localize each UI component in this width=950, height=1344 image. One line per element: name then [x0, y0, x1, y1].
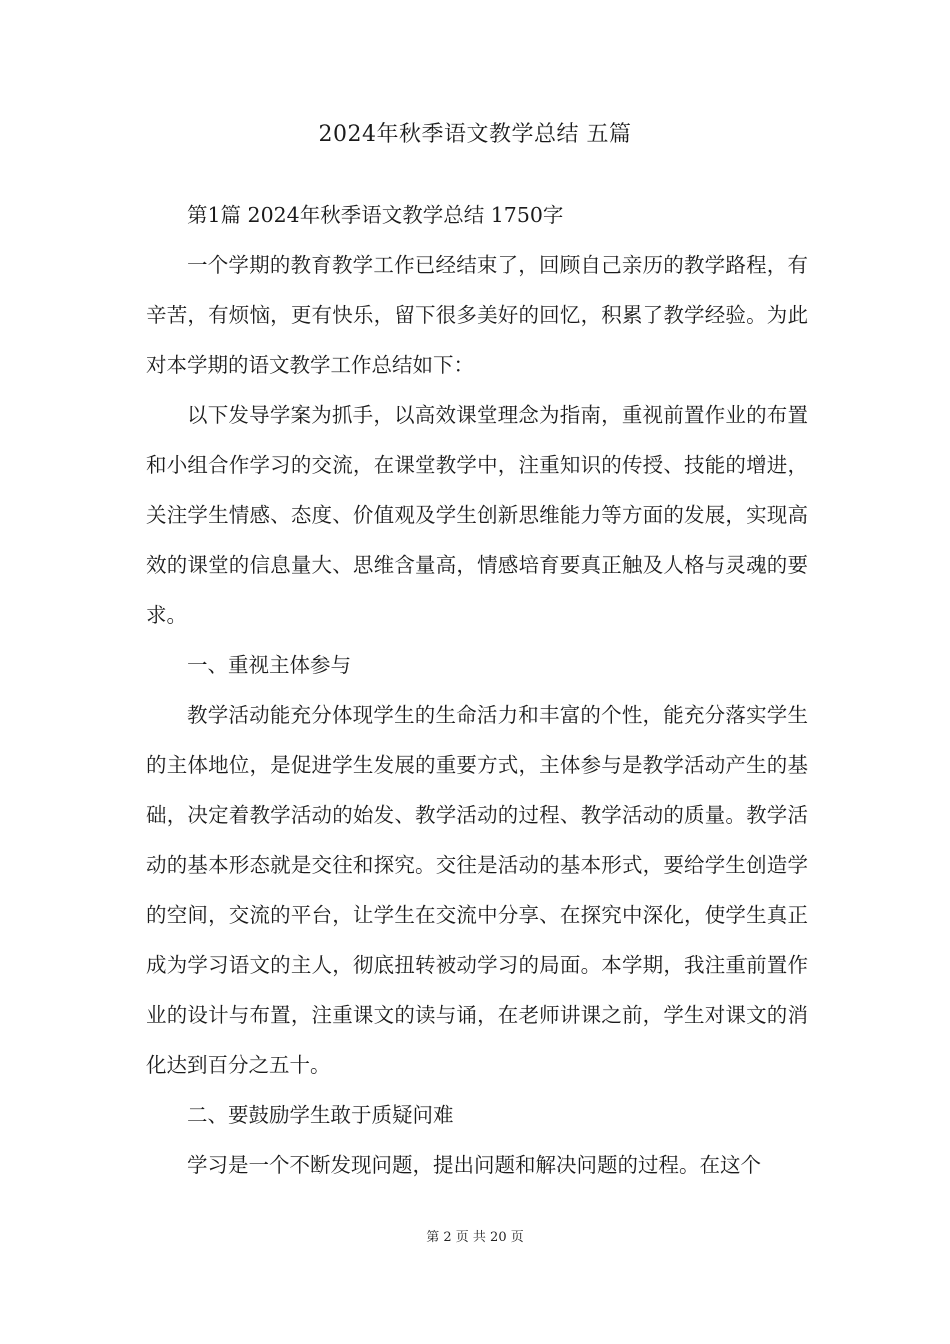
- paragraph-questioning: 学习是一个不断发现问题，提出问题和解决问题的过程。在这个: [187, 1153, 761, 1177]
- page-footer: 第 2 页 共 20 页: [426, 1230, 524, 1245]
- paragraph-approach: 以下发导学案为抓手，以高效课堂理念为指南，重视前置作业的布置和小组合作学习的交流，在课堂教学中，注重知识的传授、技能的增进，关注学生情感、态度、价值观及学生创新思维能力等方面的发展，实现高效的课堂的信息量大、思维含量高，情感培育要真正触及人格与灵魂的要求。: [146, 403, 808, 627]
- paragraph-intro: 一个学期的教育教学工作已经结束了，回顾自己亲历的教学路程，有辛苦，有烦恼，更有快乐，留下很多美好的回忆，积累了教学经验。为此对本学期的语文教学工作总结如下：: [146, 253, 808, 377]
- document-body: [146, 190, 808, 1190]
- section-heading-2: 二、要鼓励学生敢于质疑问难: [187, 1103, 454, 1127]
- document-title: 2024年秋季语文教学总结 五篇: [318, 122, 632, 147]
- section-heading-1: 一、重视主体参与: [187, 653, 351, 677]
- section-heading-article-1: 第1篇 2024年秋季语文教学总结 1750字: [187, 203, 564, 227]
- paragraph-subject-participation: 教学活动能充分体现学生的生命活力和丰富的个性，能充分落实学生的主体地位，是促进学生发展的重要方式，主体参与是教学活动产生的基础，决定着教学活动的始发、教学活动的过程、教学活动的质量。教学活动的基本形态就是交往和探究。交往是活动的基本形式，要给学生创造学的空间，交流的平台，让学生在交流中分享、在探究中深化，使学生真正成为学习语文的主人，彻底扭转被动学习的局面。本学期，我注重前置作业的设计与布置，注重课文的读与诵，在老师讲课之前，学生对课文的消化达到百分之五十。: [146, 703, 808, 1077]
